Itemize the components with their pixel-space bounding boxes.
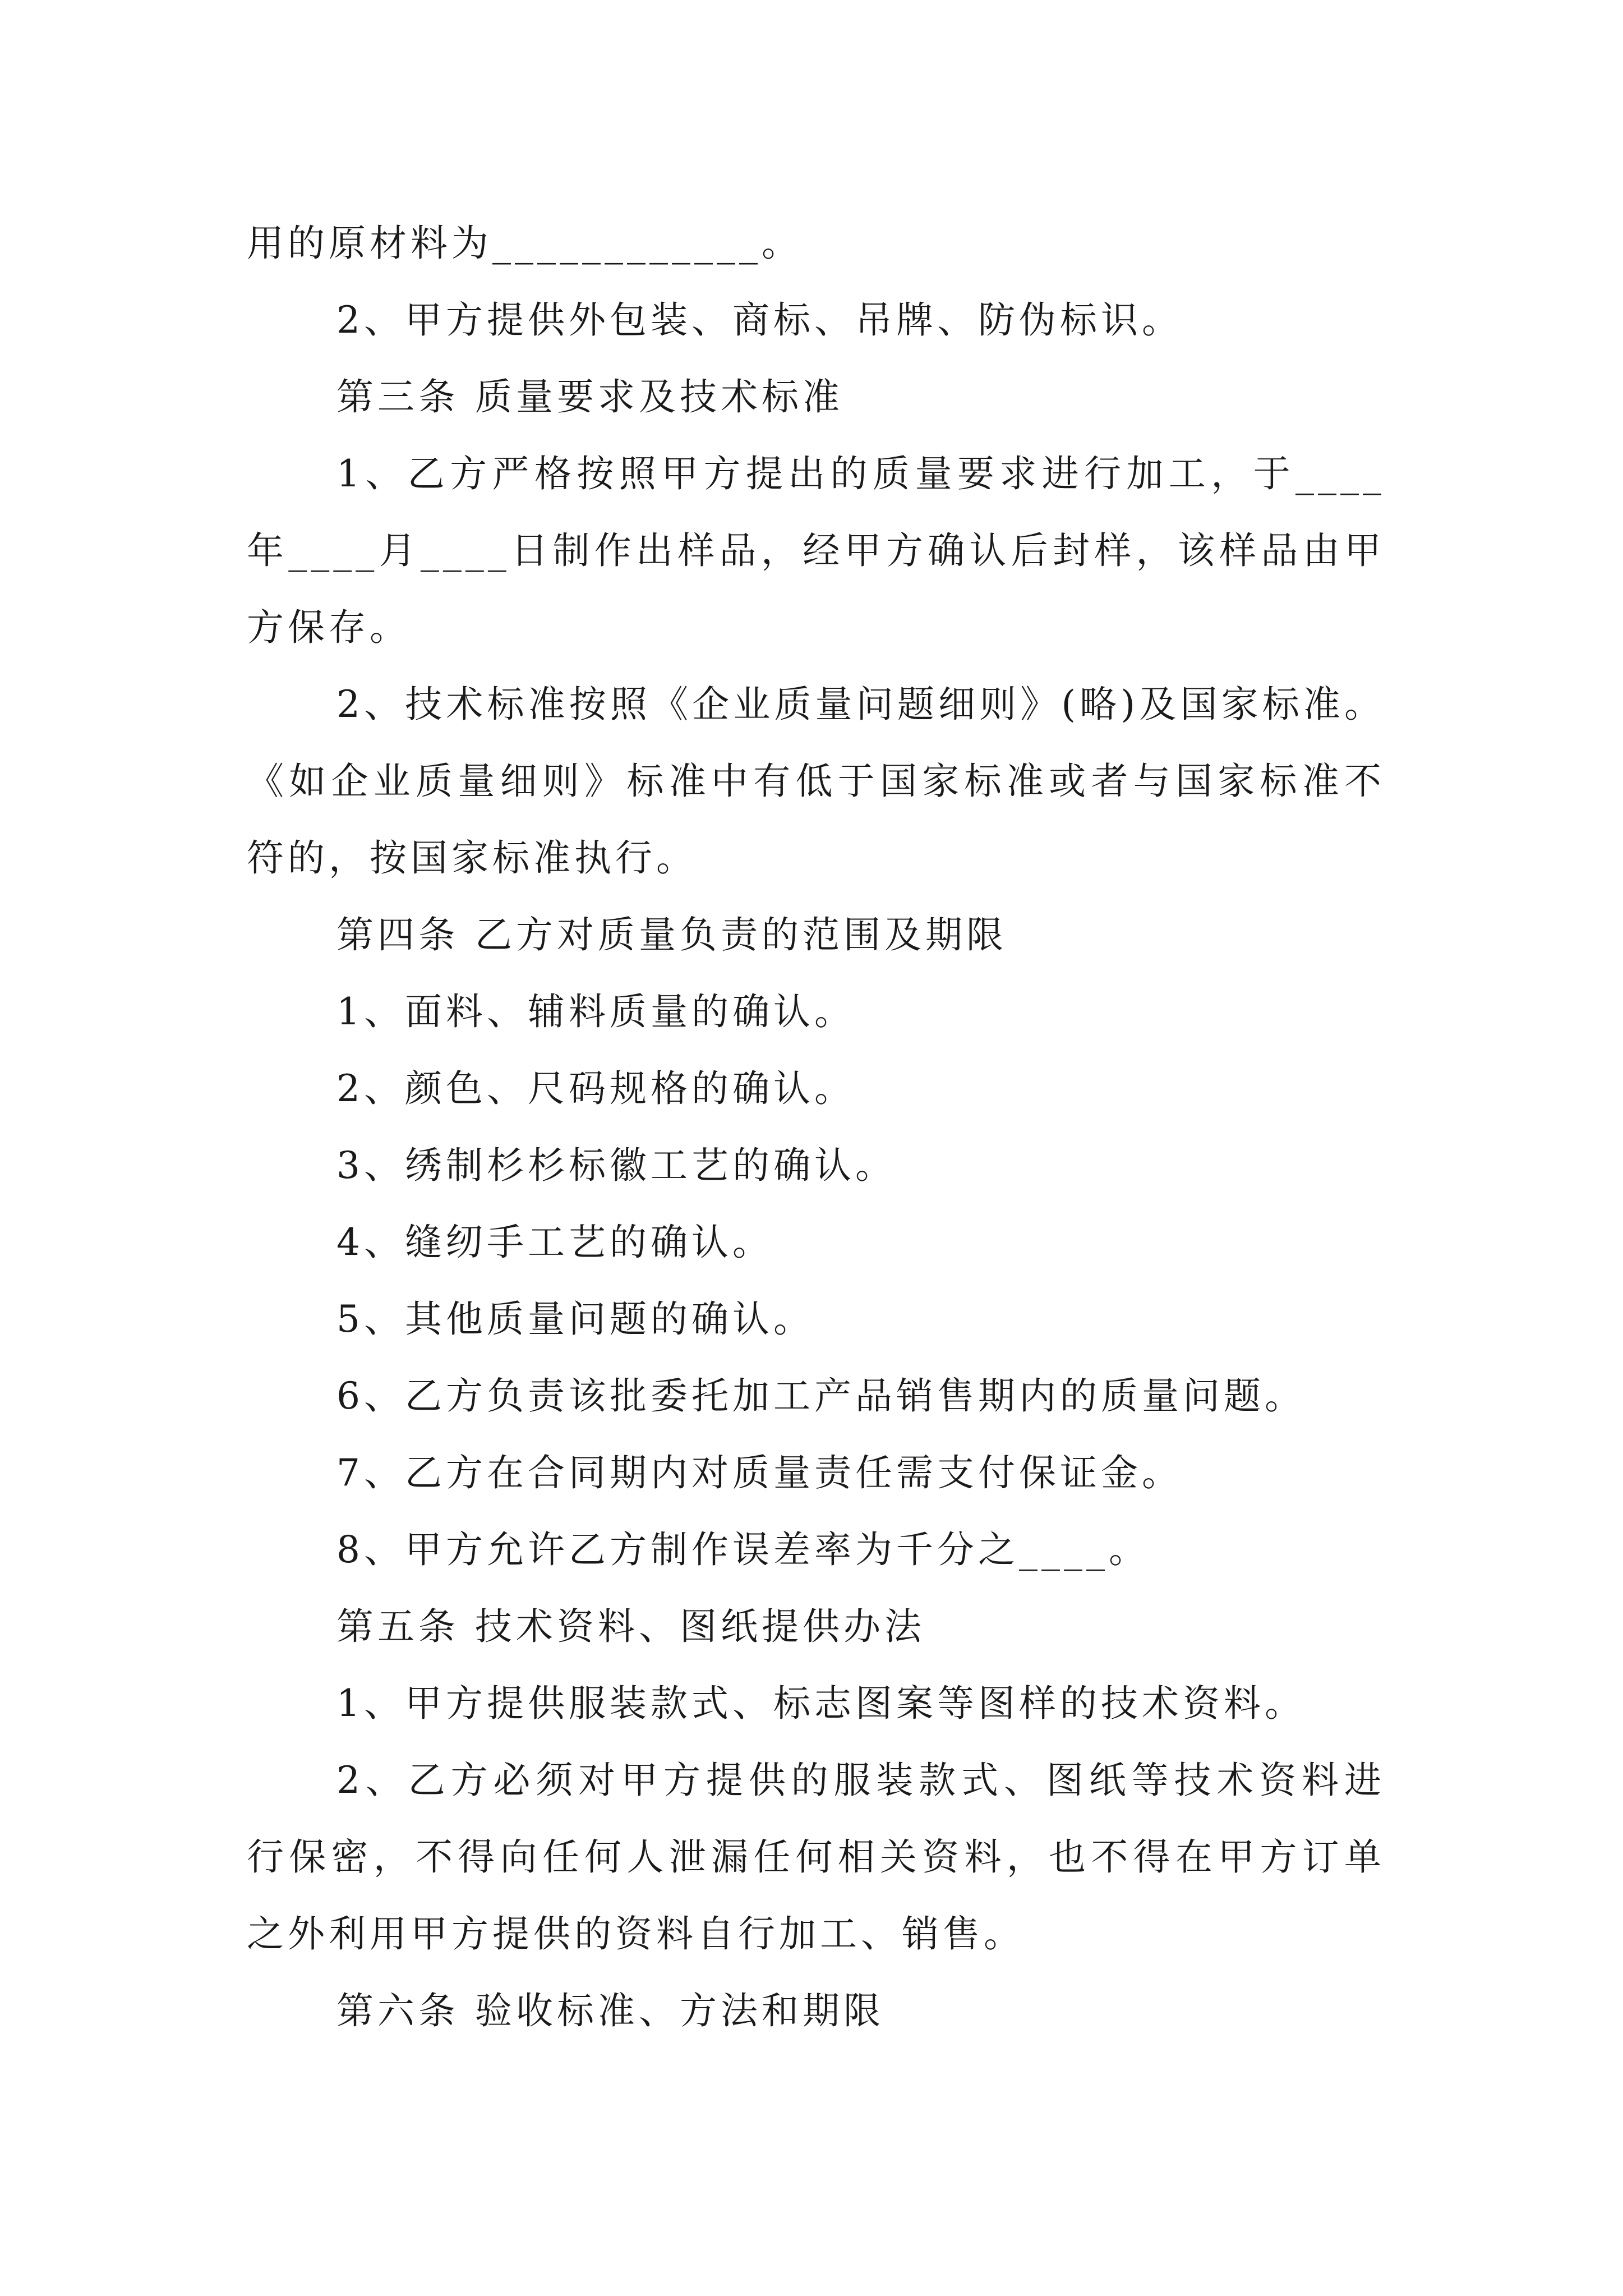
list-item: 5、其他质量问题的确认。 [336,1297,814,1341]
paragraph-packaging: 2、甲方提供外包装、商标、吊牌、防伪标识。 [336,298,1183,342]
heading-article-4: 第四条 乙方对质量负责的范围及期限 [336,913,1007,956]
list-item: 1、甲方提供服装款式、标志图案等图样的技术资料。 [336,1682,1306,1725]
heading-article-3: 第三条 质量要求及技术标准 [336,375,843,418]
paragraph-technical-standard: 2、技术标准按照《企业质量问题细则》(略)及国家标准。《如企业质量细则》标准中有低于国家标准或者与国家标准不符的，按国家标准执行。 [247,683,1385,880]
contract-body [247,205,1385,2049]
paragraph-sample: 1、乙方严格按照甲方提出的质量要求进行加工，于____年____月____日制作出样品，经甲方确认后封样，该样品由甲方保存。 [247,452,1385,649]
list-item: 4、缝纫手工艺的确认。 [336,1221,773,1264]
list-item: 8、甲方允许乙方制作误差率为千分之____。 [336,1528,1150,1571]
list-item: 7、乙方在合同期内对质量责任需支付保证金。 [336,1451,1183,1494]
heading-article-5: 第五条 技术资料、图纸提供办法 [336,1605,925,1648]
list-item: 6、乙方负责该批委托加工产品销售期内的质量问题。 [336,1374,1306,1418]
heading-article-6: 第六条 验收标准、方法和期限 [336,1989,884,2032]
list-item: 3、绣制杉杉标徽工艺的确认。 [336,1144,896,1187]
paragraph-confidentiality: 2、乙方必须对甲方提供的服装款式、图纸等技术资料进行保密，不得向任何人泄漏任何相关资料，也不得在甲方订单之外利用甲方提供的资料自行加工、销售。 [247,1759,1385,1955]
list-item: 2、颜色、尺码规格的确认。 [336,1067,855,1110]
list-item: 1、面料、辅料质量的确认。 [336,990,855,1033]
paragraph-materials: 用的原材料为____________。 [247,222,803,265]
